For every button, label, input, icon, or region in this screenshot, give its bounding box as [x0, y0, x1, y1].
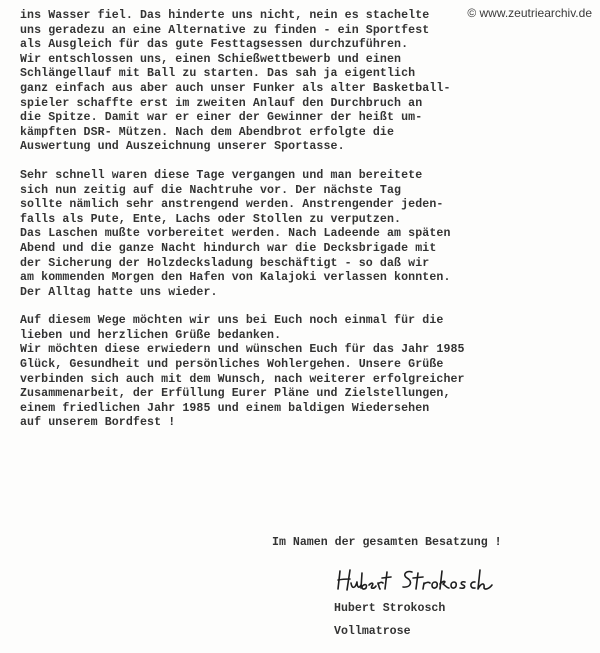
- letter-body: [20, 9, 595, 445]
- text-line: einem friedlichen Jahr 1985 und einem baldigen Wiedersehen: [20, 401, 430, 415]
- text-line: Wir möchten diese erwiedern und wünschen Euch für das Jahr 1985: [20, 343, 465, 357]
- text-line: Wir entschlossen uns, einen Schießwettbewerb und einen: [20, 52, 402, 66]
- text-line: uns geradezu an eine Alternative zu finden - ein Sportfest: [20, 23, 430, 37]
- watermark-url: www.zeutriearchiv.de: [479, 6, 592, 20]
- paragraph-2: [20, 169, 595, 300]
- text-line: ganz einfach aus aber auch unser Funker als alter Basketball-: [20, 81, 451, 95]
- text-line: am kommenden Morgen den Hafen von Kalajoki verlassen konnten.: [20, 271, 451, 285]
- text-line: Der Alltag hatte uns wieder.: [20, 285, 218, 299]
- text-line: Glück, Gesundheit und persönliches Wohlergehen. Unsere Grüße: [20, 358, 444, 372]
- paragraph-3: [20, 314, 595, 431]
- text-line: kämpften DSR- Mützen. Nach dem Abendbrot erfolgte die: [20, 125, 395, 139]
- text-line: Schlängellauf mit Ball zu starten. Das sah ja eigentlich: [20, 67, 416, 81]
- text-line: der Sicherung der Holzdecksladung beschäftigt - so daß wir: [20, 256, 430, 270]
- text-line: Zusammenarbeit, der Erfüllung Eurer Pläne und Zielstellungen,: [20, 387, 451, 401]
- paragraph-1: [20, 9, 595, 155]
- text-line: sollte nämlich sehr anstrengend werden. Anstrengender jeden-: [20, 198, 444, 212]
- text-line: auf unserem Bordfest !: [20, 416, 176, 430]
- text-line: als Ausgleich für das gute Festtagsessen durchzuführen.: [20, 38, 409, 52]
- text-line: Auswertung und Auszeichnung unserer Sportasse.: [20, 140, 345, 154]
- text-line: ins Wasser fiel. Das hinderte uns nicht, nein es stachelte: [20, 9, 430, 22]
- text-line: verbinden sich auch mit dem Wunsch, nach weiterer erfolgreicher: [20, 372, 465, 386]
- text-line: die Spitze. Damit war er einer der Gewinner der heißt um-: [20, 111, 423, 125]
- text-line: spieler schaffte erst im zweiten Anlauf den Durchbruch an: [20, 96, 423, 110]
- text-line: sich nun zeitig auf die Nachtruhe vor. Der nächste Tag: [20, 183, 402, 197]
- text-line: falls als Pute, Ente, Lachs oder Stollen zu verputzen.: [20, 212, 402, 226]
- signer-name: Hubert Strokosch: [334, 602, 446, 615]
- closing-line: Im Namen der gesamten Besatzung !: [272, 536, 502, 549]
- signer-title: Vollmatrose: [334, 625, 411, 638]
- text-line: Auf diesem Wege möchten wir uns bei Euch noch einmal für die: [20, 314, 444, 328]
- text-line: Das Laschen mußte vorbereitet werden. Nach Ladeende am späten: [20, 227, 451, 241]
- copyright-icon: ©: [467, 6, 477, 20]
- text-line: Sehr schnell waren diese Tage vergangen und man bereitete: [20, 168, 423, 182]
- handwritten-signature: [334, 563, 514, 599]
- text-line: lieben und herzlichen Grüße bedanken.: [20, 328, 282, 342]
- text-line: Abend und die ganze Nacht hindurch war die Decksbrigade mit: [20, 241, 437, 255]
